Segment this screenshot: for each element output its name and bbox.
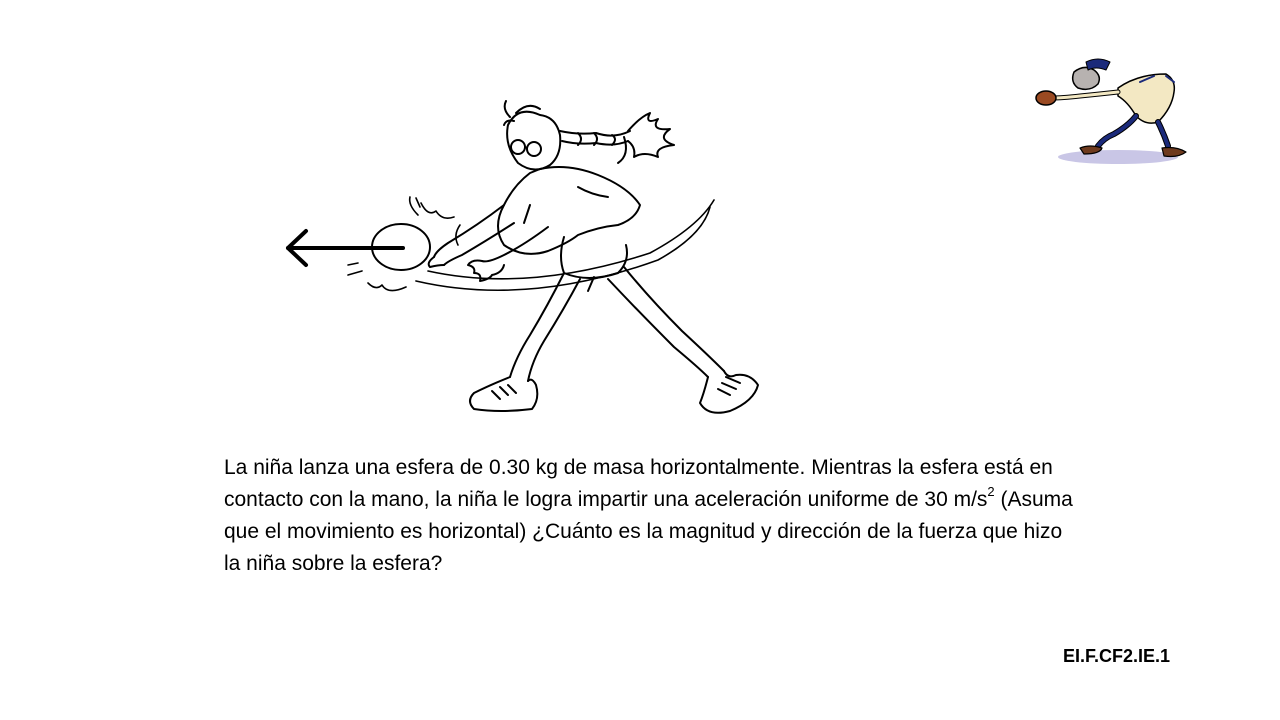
left-shoe <box>470 377 537 411</box>
girl-torso <box>498 167 640 254</box>
problem-statement <box>224 452 1074 580</box>
baseball-pitcher-illustration <box>1018 52 1190 170</box>
right-shoe <box>700 371 758 413</box>
problem-exponent: 2 <box>987 484 995 499</box>
reference-code: EI.F.CF2.IE.1 <box>1062 646 1170 666</box>
problem-text-part2: (Asuma que el movimiento es horizontal) ¿Cuánto es la magnitud y dirección de la fuerza que hizo la niña sobre la esfera? <box>224 488 1073 575</box>
motion-lines <box>348 197 460 291</box>
girl-head <box>504 101 674 170</box>
girl-throwing-ball-illustration <box>278 95 768 430</box>
problem-text-part1: La niña lanza una esfera de 0.30 kg de masa horizontalmente. Mientras la esfera está en contacto con la mano, la niña le logra impartir una aceleración uniforme de 30 m/s <box>224 456 1053 511</box>
arrow-left-icon <box>288 231 403 265</box>
